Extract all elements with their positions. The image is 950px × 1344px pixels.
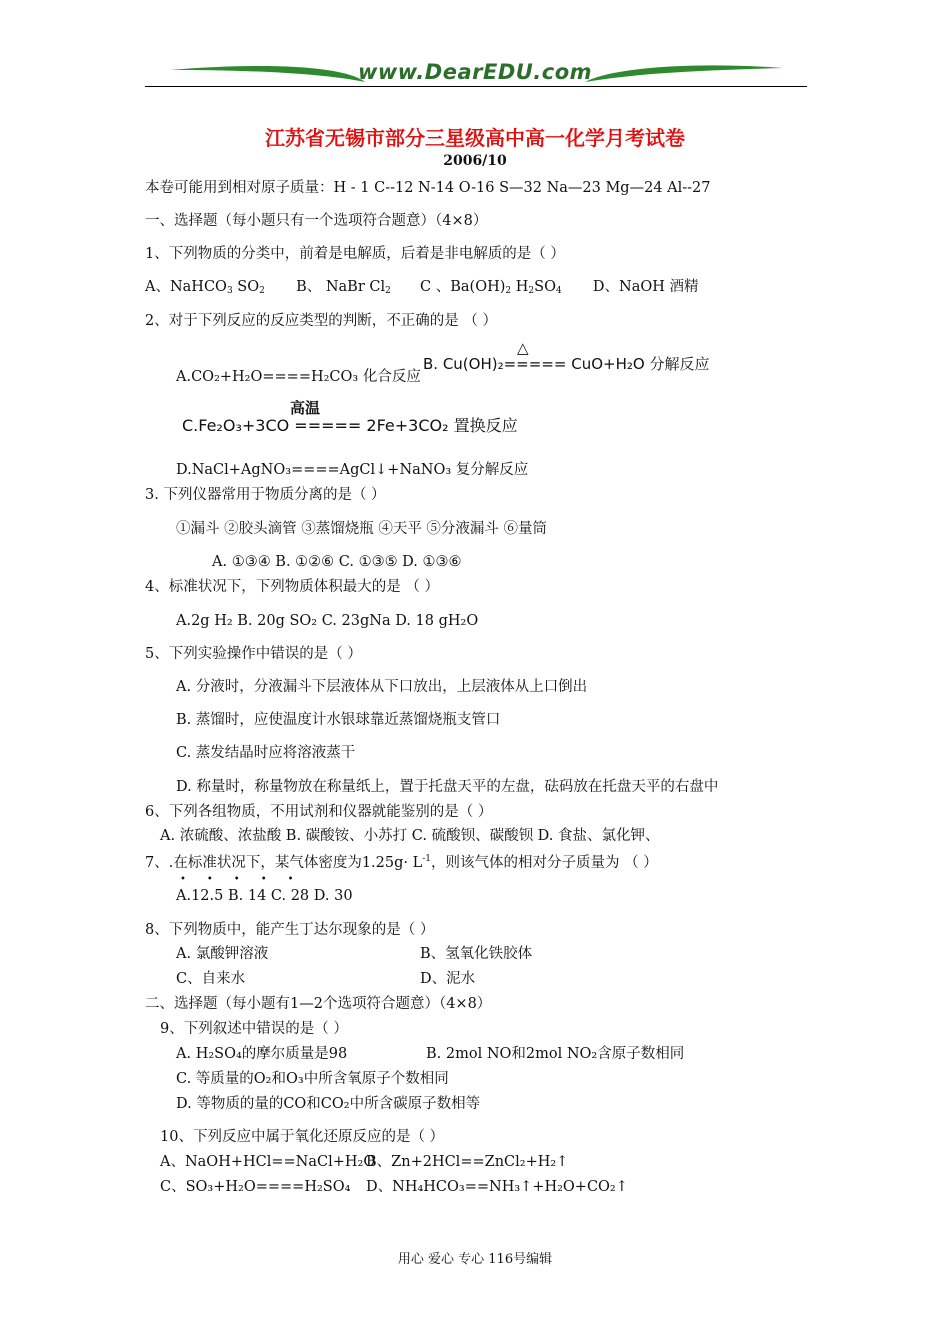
q10-option-a: A、NaOH+HCl==NaCl+H₂O: [160, 1154, 376, 1170]
q5-option-d: D. 称量时，称量物放在称量纸上，置于托盘天平的左盘，砝码放在托盘天平的右盘中: [176, 779, 719, 795]
q1-option-d: D、NaOH 酒精: [592, 279, 699, 295]
q2-stem: 2、对于下列反应的反应类型的判断，不正确的是 （ ）: [145, 313, 497, 329]
page-title: 江苏省无锡市部分三星级高中高一化学月考试卷: [265, 126, 685, 150]
q7-stem: 7、.在标准状况下，某气体密度为$1.25g\cdot L^{-1}$，则该气体的相对分子质量为 （ ）: [145, 854, 658, 871]
q4-options: A.2g H₂ B. 20g SO₂ C. 23gNa D. 18 gH₂O: [176, 613, 479, 629]
q1-options: A、NaHCO$_3$ $SO_2$ B、 NaBr $Cl_2$ C 、$Ba(OH)_2$ $H_2SO_4$ D、NaOH 酒精: [145, 279, 699, 296]
q5-option-c: C. 蒸发结晶时应将溶液蒸干: [176, 745, 356, 761]
q2-delta-symbol: △: [517, 339, 529, 357]
q5-stem: 5、下列实验操作中错误的是（ ）: [145, 646, 362, 662]
q8-option-d: D、泥水: [420, 971, 476, 987]
q7-options: A.12.5 B. 14 C. 28 D. 30: [176, 888, 353, 904]
q1-option-a: A、NaHCO: [145, 279, 227, 295]
q8-stem: 8、下列物质中，能产生丁达尔现象的是（ ）: [145, 922, 435, 938]
q2-option-a: A.CO₂+H₂O====H₂CO₃ 化合反应: [176, 369, 421, 385]
q6-options: A. 浓硫酸、浓盐酸 B. 碳酸铵、小苏打 C. 硫酸钡、碳酸钡 D. 食盐、氯化钾、: [160, 828, 660, 844]
q6-stem: 6、下列各组物质，不用试剂和仪器就能鉴别的是（ ）: [145, 804, 493, 820]
q9-stem: 9、下列叙述中错误的是（ ）: [160, 1021, 348, 1037]
q2-option-b: B. Cu(OH)₂===== CuO+H₂O 分解反应: [423, 355, 710, 373]
page-footer: 用心 爱心 专心 116号编辑: [397, 1252, 553, 1267]
q9-option-c: C. 等质量的O₂和O₃中所含氧原子个数相同: [176, 1071, 449, 1087]
exam-date: 2006/10: [443, 153, 507, 169]
q10-option-b: B、Zn+2HCl==ZnCl₂+H₂↑: [366, 1154, 569, 1170]
q2-option-c: C.Fe₂O₃+3CO ===== 2Fe+3CO₂ 置换反应: [182, 416, 518, 435]
q5-option-b: B. 蒸馏时，应使温度计水银球靠近蒸馏烧瓶支管口: [176, 712, 501, 728]
q8-option-a: A. 氯酸钾溶液: [176, 946, 269, 962]
site-logo-text: www.DearEDU.com: [357, 60, 593, 84]
q3-items: ①漏斗 ②胶头滴管 ③蒸馏烧瓶 ④天平 ⑤分液漏斗 ⑥量筒: [176, 521, 548, 537]
q1-option-c: C 、Ba(OH): [420, 279, 506, 295]
q4-stem: 4、标准状况下，下列物质体积最大的是 （ ）: [145, 579, 439, 595]
q10-option-d: D、NH₄HCO₃==NH₃↑+H₂O+CO₂↑: [366, 1179, 628, 1195]
q10-option-c: C、SO₃+H₂O====H₂SO₄: [160, 1179, 351, 1195]
q1-stem: 1、下列物质的分类中，前着是电解质，后着是非电解质的是（ ）: [145, 246, 565, 262]
emphasis-dots: •••••: [180, 874, 315, 885]
q5-option-a: A. 分液时，分液漏斗下层液体从下口放出，上层液体从上口倒出: [176, 679, 588, 695]
q9-option-a: A. H₂SO₄的摩尔质量是98: [176, 1046, 348, 1062]
section-one-heading: 一、选择题（每小题只有一个选项符合题意）（4×8）: [145, 213, 488, 229]
q2-high-temp-label: 高温: [290, 399, 321, 417]
q9-option-d: D. 等物质的量的CO和CO₂中所含碳原子数相等: [176, 1096, 481, 1112]
q3-options: A. ①③④ B. ①②⑥ C. ①③⑤ D. ①③⑥: [212, 554, 462, 570]
q8-option-c: C、自来水: [176, 971, 246, 987]
q10-stem: 10、下列反应中属于氧化还原反应的是（ ）: [160, 1129, 445, 1145]
q3-stem: 3. 下列仪器常用于物质分离的是（ ）: [145, 487, 386, 503]
q9-option-b: B. 2mol NO和2mol NO₂含原子数相同: [426, 1046, 685, 1062]
atomic-mass-note: 本卷可能用到相对原子质量：H - 1 C--12 N-14 O-16 S—32 Na—23 Mg—24 Al--27: [145, 180, 711, 196]
q8-option-b: B、氢氧化铁胶体: [420, 946, 533, 962]
q2-option-d: D.NaCl+AgNO₃====AgCl↓+NaNO₃ 复分解反应: [176, 462, 529, 478]
q1-option-b: B、 NaBr Cl: [296, 279, 386, 295]
banner-rule: [145, 86, 807, 87]
section-two-heading: 二、选择题（每小题有1—2个选项符合题意）（4×8）: [145, 996, 492, 1012]
